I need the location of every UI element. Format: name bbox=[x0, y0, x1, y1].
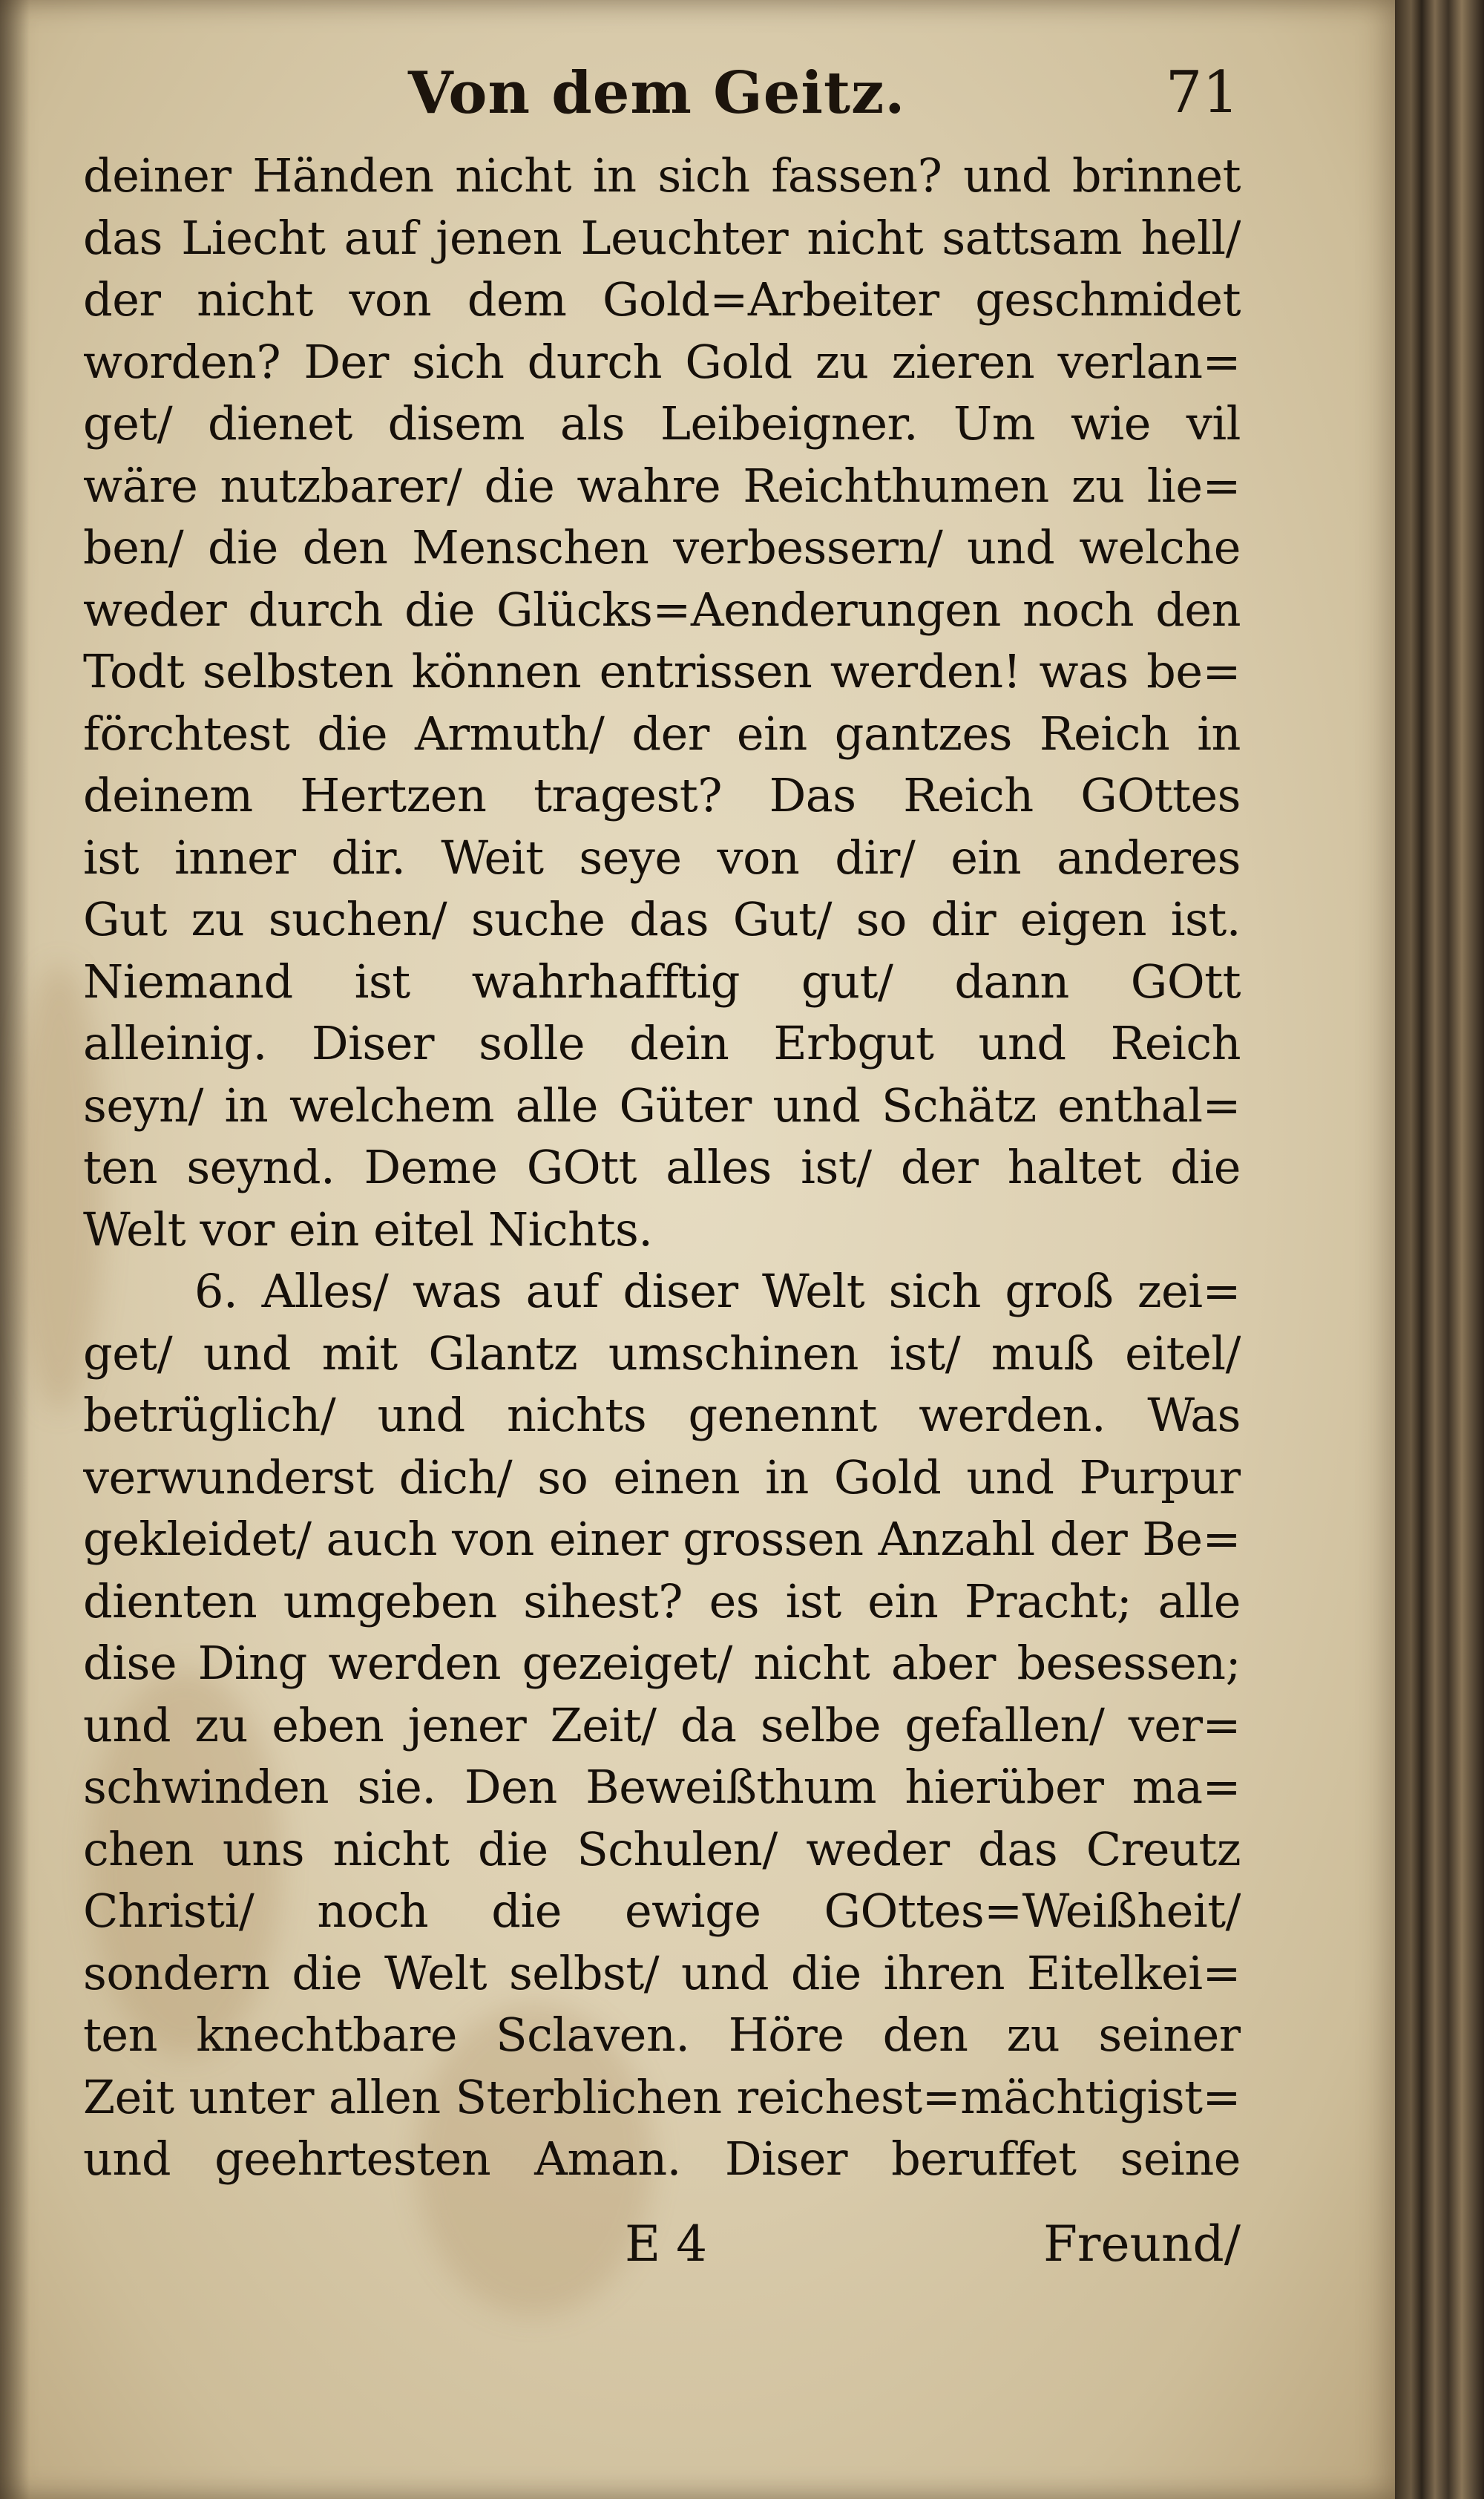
text-line: Gut zu suchen/ suche das Gut/ so dir eigen ist. bbox=[83, 892, 1241, 946]
text-line: get/ und mit Glantz umschinen ist/ muß eitel/ bbox=[83, 1326, 1241, 1380]
text-line: ten knechtbare Sclaven. Höre den zu seiner bbox=[83, 2008, 1241, 2062]
text-line: das Liecht auf jenen Leuchter nicht sattsam hell/ bbox=[83, 210, 1241, 265]
text-line: verwunderst dich/ so einen in Gold und Purpur bbox=[83, 1450, 1241, 1504]
signature-mark: E 4 bbox=[625, 2215, 708, 2273]
text-line: ten seynd. Deme GOtt alles ist/ der haltet die bbox=[83, 1140, 1241, 1194]
paragraph-start-line: 6. Alles/ was auf diser Welt sich groß zei= bbox=[194, 1264, 1241, 1318]
text-line: förchtest die Armuth/ der ein gantzes Reich in bbox=[83, 706, 1241, 761]
text-line: und geehrtesten Aman. Diser beruffet seine bbox=[83, 2132, 1241, 2186]
text-line: worden? Der sich durch Gold zu zieren verlan= bbox=[83, 334, 1241, 389]
text-line: wäre nutzbarer/ die wahre Reichthumen zu lie= bbox=[83, 458, 1241, 513]
page-header bbox=[82, 59, 1239, 141]
text-line: schwinden sie. Den Beweißthum hierüber ma= bbox=[83, 1760, 1241, 1814]
page-number: 71 bbox=[1165, 59, 1239, 126]
text-line: alleinig. Diser solle dein Erbgut und Reich bbox=[83, 1016, 1241, 1070]
text-line: der nicht von dem Gold=Arbeiter geschmidet bbox=[83, 272, 1241, 327]
text-line: Zeit unter allen Sterblichen reichest=mächtigist= bbox=[83, 2069, 1241, 2124]
text-line: dise Ding werden gezeiget/ nicht aber besessen; bbox=[83, 1636, 1241, 1690]
text-line: get/ dienet disem als Leibeigner. Um wie vil bbox=[83, 396, 1241, 451]
page-footer bbox=[83, 2215, 1241, 2290]
text-line: deinem Hertzen tragest? Das Reich GOttes bbox=[83, 768, 1241, 822]
text-line: ist inner dir. Weit seye von dir/ ein anderes bbox=[83, 830, 1241, 885]
text-line: gekleidet/ auch von einer grossen Anzahl der Be= bbox=[83, 1512, 1241, 1566]
text-line: betrüglich/ und nichts genennt werden. Was bbox=[83, 1388, 1241, 1442]
page-stack-edges bbox=[1395, 0, 1484, 2499]
text-line: deiner Händen nicht in sich fassen? und brinnet bbox=[83, 148, 1241, 203]
body-text bbox=[83, 145, 1241, 2190]
text-line: seyn/ in welchem alle Güter und Schätz enthal= bbox=[83, 1078, 1241, 1133]
text-line: Christi/ noch die ewige GOttes=Weißheit/ bbox=[83, 1884, 1241, 1938]
text-line: weder durch die Glücks=Aenderungen noch den bbox=[83, 582, 1241, 637]
text-line: chen uns nicht die Schulen/ weder das Creutz bbox=[83, 1821, 1241, 1876]
text-line: dienten umgeben sihest? es ist ein Pracht; alle bbox=[83, 1573, 1241, 1628]
running-title: Von dem Geitz. bbox=[408, 59, 906, 127]
text-line: sondern die Welt selbst/ und die ihren Eitelkei= bbox=[83, 1945, 1241, 2000]
text-line: Niemand ist wahrhafftig gut/ dann GOtt bbox=[83, 954, 1241, 1009]
text-line: ben/ die den Menschen verbessern/ und welche bbox=[83, 520, 1241, 574]
catchword: Freund/ bbox=[1043, 2215, 1241, 2273]
text-line: Welt vor ein eitel Nichts. bbox=[83, 1202, 653, 1257]
text-line: Todt selbsten können entrissen werden! was be= bbox=[83, 644, 1241, 698]
text-line: und zu eben jener Zeit/ da selbe gefallen/ ver= bbox=[83, 1697, 1241, 1752]
